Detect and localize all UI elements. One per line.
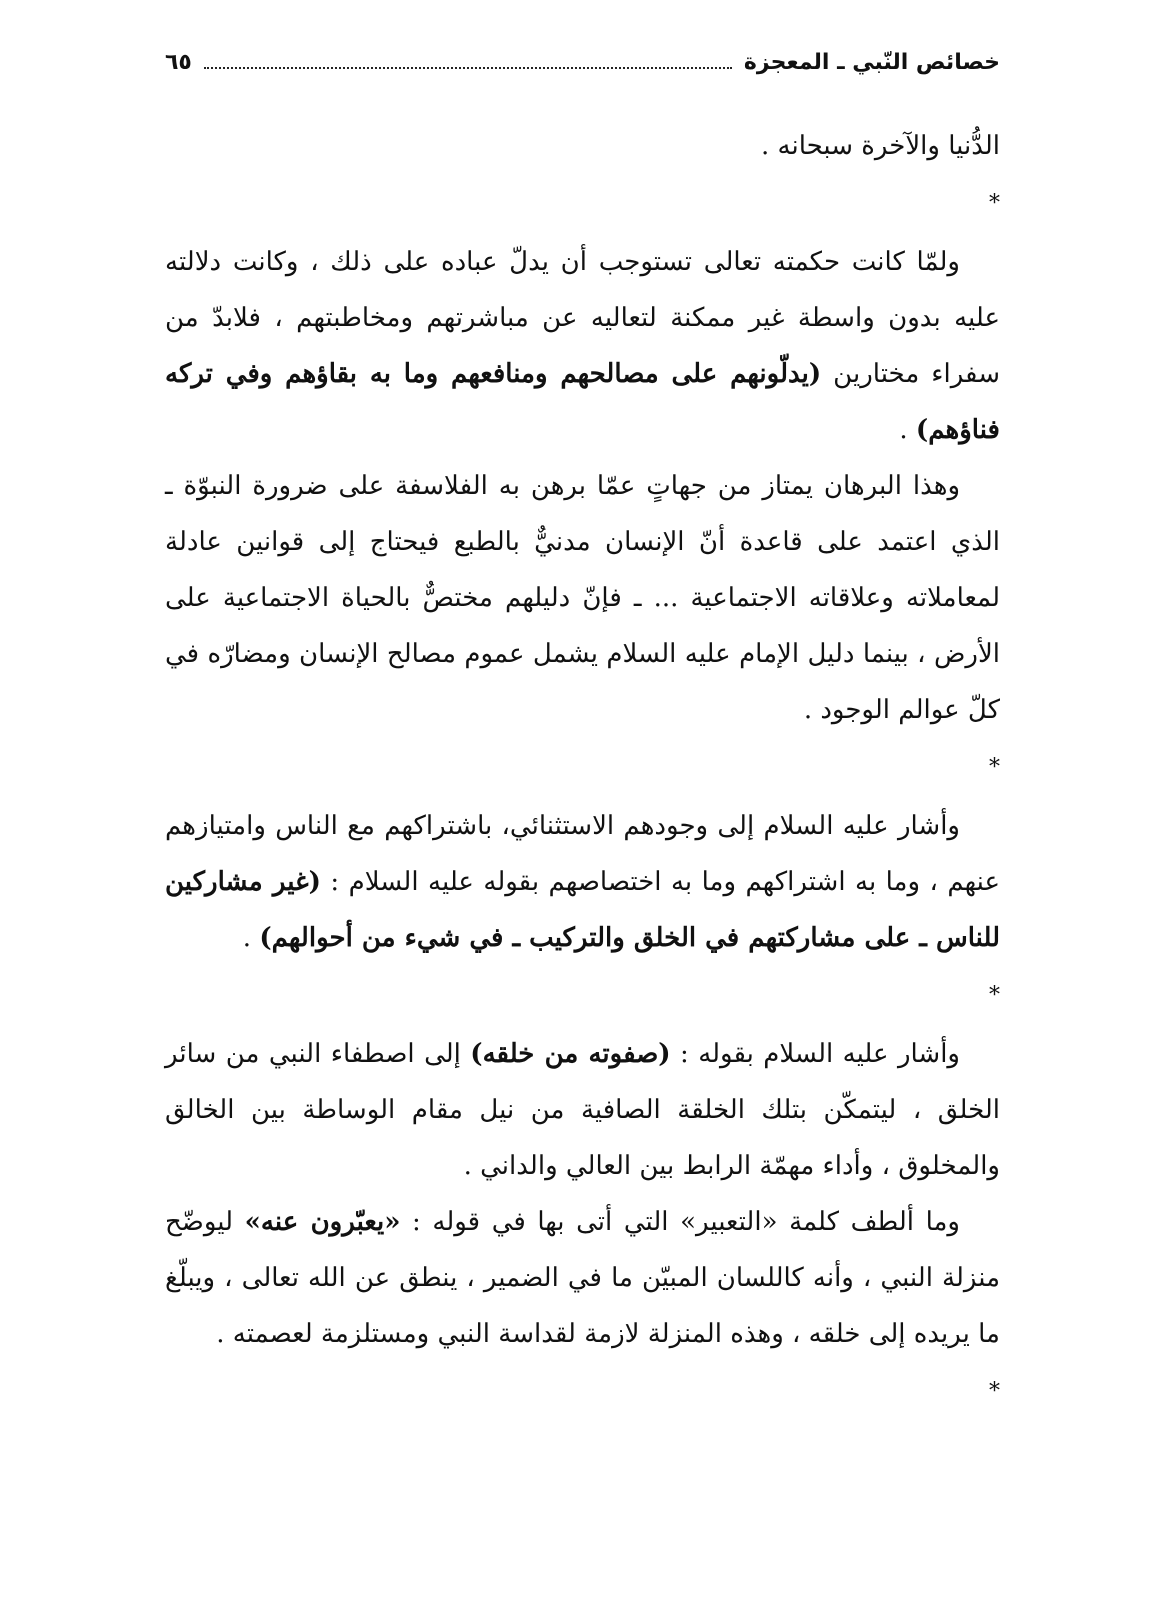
- paragraph-text: وما ألطف كلمة «التعبير» التي أتى بها في قوله :: [400, 1207, 960, 1237]
- paragraph: [165, 458, 1000, 738]
- paragraph: [165, 798, 1000, 966]
- paragraph-text: .: [242, 923, 260, 953]
- page-number: ٦٥: [165, 49, 192, 75]
- paragraph-text: ولمّا كانت حكمته تعالى تستوجب أن يدلّ عباده على ذلك ، وكانت دلالته عليه بدون واسطة غير ممكنة لتعاليه عن مباشرتهم ومخاطبتهم ، فلابدّ من سفراء مختارين: [165, 247, 1000, 389]
- header-title: خصائص النّبي ـ المعجزة: [743, 49, 1000, 75]
- paragraph-text: وهذا البرهان يمتاز من جهاتٍ عمّا برهن به الفلاسفة على ضرورة النبوّة ـ الذي اعتمد على قاعدة أنّ الإنسان مدنيٌّ بالطبع فيحتاج إلى قوانين عادلة لمعاملاته وعلاقاته الاجتماعية ... ـ فإنّ دليلهم مختصٌّ بالحياة الاجتماعية على الأرض ، بينما دليل الإمام عليه السلام يشمل عموم مصالح الإنسان ومضارّه في كلّ عوالم الوجود .: [165, 471, 1000, 725]
- header-dot-leader: [204, 67, 732, 69]
- paragraph: [165, 1026, 1000, 1194]
- quoted-text: (غير مشاركين للناس ـ على مشاركتهم في الخلق والتركيب ـ في شيء من أحوالهم): [165, 867, 1000, 953]
- section-separator: *: [989, 1379, 1000, 1404]
- quoted-text: (صفوته من خلقه): [470, 1039, 671, 1069]
- section-separator: *: [989, 983, 1000, 1008]
- paragraph: [165, 234, 1000, 458]
- section-separator: *: [989, 755, 1000, 780]
- quoted-text: (يدلّونهم على مصالحهم ومنافعهم وما به بقاؤهم وفي تركه فناؤهم): [165, 359, 1000, 445]
- page-body: [165, 118, 1000, 1422]
- paragraph: [165, 1194, 1000, 1362]
- paragraph-text: إلى اصطفاء النبي من سائر الخلق ، ليتمكّن بتلك الخلقة الصافية من نيل مقام الوساطة بين الخالق والمخلوق ، وأداء مهمّة الرابط بين العالي والداني .: [165, 1039, 1000, 1181]
- paragraph-text: وأشار عليه السلام بقوله :: [670, 1039, 960, 1069]
- running-header: [165, 44, 1000, 80]
- paragraph-text: الدُّنيا والآخرة سبحانه .: [760, 131, 1000, 161]
- section-separator: *: [989, 191, 1000, 216]
- paragraph-text: .: [899, 415, 916, 445]
- paragraph-continuation: [165, 118, 1000, 174]
- paragraph-text: ليوضّح منزلة النبي ، وأنه كاللسان المبيّن ما في الضمير ، ينطق عن الله تعالى ، ويبلّغ ما يريده إلى خلقه ، وهذه المنزلة لازمة لقداسة النبي ومستلزمة لعصمته .: [165, 1207, 1000, 1349]
- quoted-text: «يعبّرون عنه»: [244, 1207, 401, 1237]
- paragraph-text: وأشار عليه السلام إلى وجودهم الاستثنائي، باشتراكهم مع الناس وامتيازهم عنهم ، وما به اشتراكهم وما به اختصاصهم بقوله عليه السلام :: [165, 811, 1000, 897]
